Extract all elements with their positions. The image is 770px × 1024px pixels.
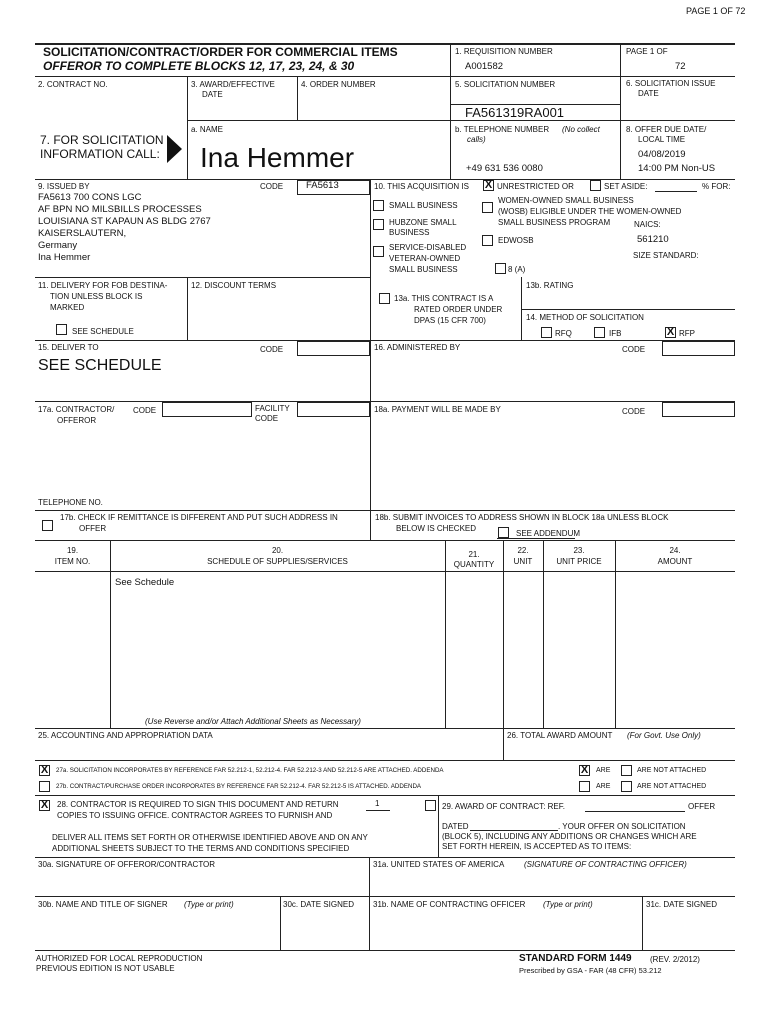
signer-name-label: 30b. NAME AND TITLE OF SIGNER [38,900,168,909]
code-label: CODE [133,406,157,415]
sdvosb-label: SERVICE-DISABLED [389,243,467,252]
facility-code-label: FACILITY [255,404,290,413]
27a-checkbox[interactable]: X [40,764,49,776]
sdvosb-checkbox[interactable] [373,246,384,257]
rule [187,76,188,179]
deliver-code-box[interactable] [297,341,370,356]
info-call-label-2: INFORMATION CALL: [40,147,160,161]
unrestricted-label: UNRESTRICTED OR [497,182,574,191]
rule [450,76,735,77]
order-number-label: 4. ORDER NUMBER [301,80,376,89]
officer-name-note: (Type or print) [543,900,593,909]
rule [35,571,735,572]
code-label: CODE [622,345,646,354]
rule [503,540,504,760]
wosb-checkbox[interactable] [482,202,493,213]
rule [280,896,281,950]
hubzone-checkbox[interactable] [373,219,384,230]
page-count: PAGE 1 OF 72 [686,6,746,16]
arrow-right-icon [165,134,183,164]
28-checkbox[interactable]: X [40,799,49,811]
copies-underline [366,810,390,811]
rfq-label: RFQ [555,329,572,338]
telephone-number[interactable]: +49 631 536 0080 [466,163,543,174]
form-title: SOLICITATION/CONTRACT/ORDER FOR COMMERCIAL ITEMS [43,45,398,59]
rfp-label: RFP [679,329,695,338]
col-quantity-label: QUANTITY [453,560,495,569]
rfq-checkbox[interactable] [541,327,552,338]
wosb-label: WOMEN-OWNED SMALL BUSINESS [498,196,634,205]
award-date-label-2: DATE [202,90,223,99]
rule [35,728,735,729]
29-text-4: SET FORTH HEREIN, IS ACCEPTED AS TO ITEMS: [442,842,632,851]
code-label: CODE [260,182,284,191]
naics-label: NAICS: [634,220,661,229]
contractor-label: 17a. CONTRACTOR/ [38,405,115,414]
27b-checkbox[interactable] [39,781,50,792]
rfp-checkbox[interactable]: X [666,326,675,338]
deliver-to-value[interactable]: SEE SCHEDULE [38,357,162,374]
rule [450,43,451,179]
29-text-2: . YOUR OFFER ON SOLICITATION [558,822,686,831]
invoice-label: 18b. SUBMIT INVOICES TO ADDRESS SHOWN IN BLOCK 18a UNLESS BLOCK [375,513,669,522]
27b-are-not-checkbox[interactable] [621,781,632,792]
reverse-note: (Use Reverse and/or Attach Additional Sheets as Necessary) [145,717,361,726]
issuer-line: KAISERSLAUTERN, [38,228,127,239]
set-aside-label: SET ASIDE: [604,182,648,191]
rule [642,896,643,950]
solicitation-number-label: 5. SOLICITATION NUMBER [455,80,556,89]
percent-for-label: % FOR: [702,182,731,191]
set-aside-checkbox[interactable] [590,180,601,191]
rule [35,540,735,541]
issuer-line: FA5613 700 CONS LGC [38,192,142,203]
hubzone-label-2: BUSINESS [389,228,430,237]
admin-code-box[interactable] [662,341,735,356]
edwosb-label: EDWOSB [498,236,534,245]
ifb-label: IFB [609,329,622,338]
footer-line-1: AUTHORIZED FOR LOCAL REPRODUCTION [36,954,203,963]
col-unit-price-label: UNIT PRICE [556,557,602,566]
col-item-no-label: ITEM NO. [54,557,91,566]
usa-signature-label: 31a. UNITED STATES OF AMERICA [373,860,505,869]
contractor-label-2: OFFEROR [57,416,97,425]
small-business-label: SMALL BUSINESS [389,201,458,210]
invoice-label-2: BELOW IS CHECKED [396,524,477,533]
rule [35,950,735,951]
28-text: 28. CONTRACTOR IS REQUIRED TO SIGN THIS DOCUMENT AND RETURN [57,800,339,809]
issuer-line: Ina Hemmer [38,252,91,263]
award-date-label: 3. AWARD/EFFECTIVE [191,80,275,89]
standard-form-label: STANDARD FORM 1449 [519,953,632,964]
remittance-label: 17b. CHECK IF REMITTANCE IS DIFFERENT AND PUT SUCH ADDRESS IN [60,513,338,522]
code-label: CODE [260,345,284,354]
rule [370,179,371,540]
solicitation-number[interactable]: FA561319RA001 [465,105,565,120]
rule [35,896,735,897]
accounting-label: 25. ACCOUNTING AND APPROPRIATION DATA [38,731,213,740]
officer-date-label: 31c. DATE SIGNED [646,900,717,909]
29-offer: OFFER [688,802,716,811]
eight-a-label: 8 (A) [508,265,526,274]
method-label: 14. METHOD OF SOLICITATION [526,313,644,322]
offer-due-time[interactable]: 14:00 PM Non-US [638,163,716,174]
sdvosb-label-3: SMALL BUSINESS [389,265,458,274]
28-text-2: COPIES TO ISSUING OFFICE. CONTRACTOR AGREES TO FURNISH AND [57,811,333,820]
contract-no-label: 2. CONTRACT NO. [38,80,108,89]
see-schedule-label: SEE SCHEDULE [72,327,134,336]
rated-order-label-3: DPAS (15 CFR 700) [414,316,486,325]
discount-terms-label: 12. DISCOUNT TERMS [191,281,277,290]
rule [615,540,616,728]
rule [543,540,544,728]
facility-code-box[interactable] [297,402,370,417]
offer-due-label: 8. OFFER DUE DATE/ [626,125,707,134]
contact-name-label: a. NAME [191,125,224,134]
rule [620,43,621,179]
administered-by-label: 16. ADMINISTERED BY [374,343,461,352]
offer-due-date[interactable]: 04/08/2019 [638,149,686,160]
telephone-label: b. TELEPHONE NUMBER [455,125,550,134]
payment-code-box[interactable] [662,402,735,417]
27b-are-label: ARE [596,783,611,790]
col-amount-label: AMOUNT [657,557,693,566]
29-text: 29. AWARD OF CONTRACT: REF. [442,802,565,811]
29-text-3: (BLOCK 5), INCLUDING ANY ADDITIONS OR CHANGES WHICH ARE [442,832,697,841]
ifb-checkbox[interactable] [594,327,605,338]
rule [35,179,735,180]
unrestricted-checkbox[interactable]: X [484,179,493,191]
standard-form-revision: (REV. 2/2012) [650,955,700,964]
28-copies[interactable]: 1 [375,799,380,808]
rule [35,760,735,761]
28-text-3: DELIVER ALL ITEMS SET FORTH OR OTHERWISE IDENTIFIED ABOVE AND ON ANY [52,833,368,842]
rating-label: 13b. RATING [526,281,574,290]
delivery-fob-label: 11. DELIVERY FOR FOB DESTINA- [38,281,168,290]
rule [521,309,735,310]
issuer-line: LOUISIANA ST KAPAUN AS BLDG 2767 [38,216,211,227]
acquisition-label: 10. THIS ACQUISITION IS [374,182,469,191]
code-label: CODE [622,407,646,416]
addendum-label: SEE ADDENDUM [516,529,581,538]
col-amount: 24. [669,546,681,555]
requisition-number[interactable]: A001582 [465,61,504,72]
rule [35,795,735,796]
remittance-label-2: OFFER [79,524,107,533]
issued-by-code: FA5613 [306,180,339,191]
col-unit: 22. [517,546,529,555]
rule [297,76,298,120]
rule [35,401,735,402]
rule [35,76,450,77]
size-standard-label: SIZE STANDARD: [633,251,699,260]
col-unit-label: UNIT [513,557,533,566]
contractor-date-label: 30c. DATE SIGNED [283,900,354,909]
contractor-code-box[interactable] [162,402,252,417]
offer-due-label-2: LOCAL TIME [638,135,686,144]
rule [35,510,735,511]
dated-underline [470,830,558,831]
rated-order-label: 13a. THIS CONTRACT IS A [394,294,494,303]
27a-are-checkbox[interactable]: X [580,764,589,776]
27a-text: 27a. SOLICITATION INCORPORATES BY REFERENCE FAR 52.212-1, 52.212-4. FAR 52.212-3 AND 52.212-5 ARE ATTACHED. ADDENDA [56,767,444,774]
27a-are-not-label: ARE NOT ATTACHED [637,767,707,774]
27b-are-not-label: ARE NOT ATTACHED [637,783,707,790]
issue-date-label: 6. SOLICITATION ISSUE [626,79,716,88]
27b-are-checkbox[interactable] [579,781,590,792]
28-text-4: ADDITIONAL SHEETS SUBJECT TO THE TERMS AND CONDITIONS SPECIFIED [52,844,350,853]
offeror-signature-label: 30a. SIGNATURE OF OFFEROR/CONTRACTOR [38,860,216,869]
percent-underline [655,191,697,192]
rule [110,540,111,728]
form-subtitle: OFFEROR TO COMPLETE BLOCKS 12, 17, 23, 24, & 30 [43,59,355,73]
usa-signature-note: (SIGNATURE OF CONTRACTING OFFICER) [524,860,687,869]
naics-code[interactable]: 561210 [637,234,669,245]
27a-are-not-checkbox[interactable] [621,765,632,776]
rule [35,340,735,341]
29-checkbox[interactable] [425,800,436,811]
issue-date-label-2: DATE [638,89,659,98]
addendum-checkbox[interactable] [498,527,509,538]
col-quantity: 21. [468,550,480,559]
see-schedule-checkbox[interactable] [56,324,67,335]
total-award-label: 26. TOTAL AWARD AMOUNT [507,731,613,740]
prescribed-by: Prescribed by GSA - FAR (48 CFR) 53.212 [519,966,662,975]
col-schedule: 20. [271,546,284,555]
29-dated: DATED [442,822,469,831]
footer-line-2: PREVIOUS EDITION IS NOT USABLE [36,964,175,973]
remittance-checkbox[interactable] [42,520,53,531]
schedule-item: See Schedule [115,577,175,588]
telephone-no-label: TELEPHONE NO. [38,498,103,507]
issuer-line: Germany [38,240,78,251]
rule [187,277,188,340]
total-award-note: (For Govt. Use Only) [627,731,701,740]
page-label: PAGE 1 OF [626,47,668,56]
rated-order-checkbox[interactable] [379,293,390,304]
telephone-note-2: calls) [467,135,486,144]
col-item-no: 19. [66,546,79,555]
rule [35,277,370,278]
wosb-label-2: (WOSB) ELIGIBLE UNDER THE WOMEN-OWNED [498,207,682,216]
deliver-to-label: 15. DELIVER TO [38,343,99,352]
rule [369,857,370,950]
wosb-label-3: SMALL BUSINESS PROGRAM [498,218,611,227]
page-total: 72 [675,61,686,72]
sdvosb-label-2: VETERAN-OWNED [389,254,461,263]
edwosb-checkbox[interactable] [482,235,493,246]
rule [187,120,735,121]
signer-name-note: (Type or print) [184,900,234,909]
payment-label: 18a. PAYMENT WILL BE MADE BY [374,405,501,414]
27a-are-label: ARE [596,767,611,774]
rule [35,857,735,858]
col-unit-price: 23. [573,546,585,555]
27b-text: 27b. CONTRACT/PURCHASE ORDER INCORPORATES BY REFERENCE FAR 52.212-4. FAR 52.212-5 IS ATTACHED. ADDENDA [56,783,422,790]
small-business-checkbox[interactable] [373,200,384,211]
telephone-note: (No collect [562,125,600,134]
col-schedule-label: SCHEDULE OF SUPPLIES/SERVICES [207,557,348,566]
facility-code-label-2: CODE [255,414,279,423]
delivery-fob-label-2: TION UNLESS BLOCK IS [50,292,143,301]
rule [438,795,439,857]
officer-name-label: 31b. NAME OF CONTRACTING OFFICER [373,900,526,909]
issuer-line: AF BPN NO MILSBILLS PROCESSES [38,204,202,215]
ref-underline [585,811,685,812]
delivery-fob-label-3: MARKED [50,303,85,312]
info-call-label: 7. FOR SOLICITATION [40,133,164,147]
contact-name[interactable]: Ina Hemmer [200,142,355,173]
eight-a-checkbox[interactable] [495,263,506,274]
requisition-label: 1. REQUISITION NUMBER [455,47,553,56]
hubzone-label: HUBZONE SMALL [389,218,457,227]
issued-by-label: 9. ISSUED BY [38,182,90,191]
rated-order-label-2: RATED ORDER UNDER [414,305,503,314]
